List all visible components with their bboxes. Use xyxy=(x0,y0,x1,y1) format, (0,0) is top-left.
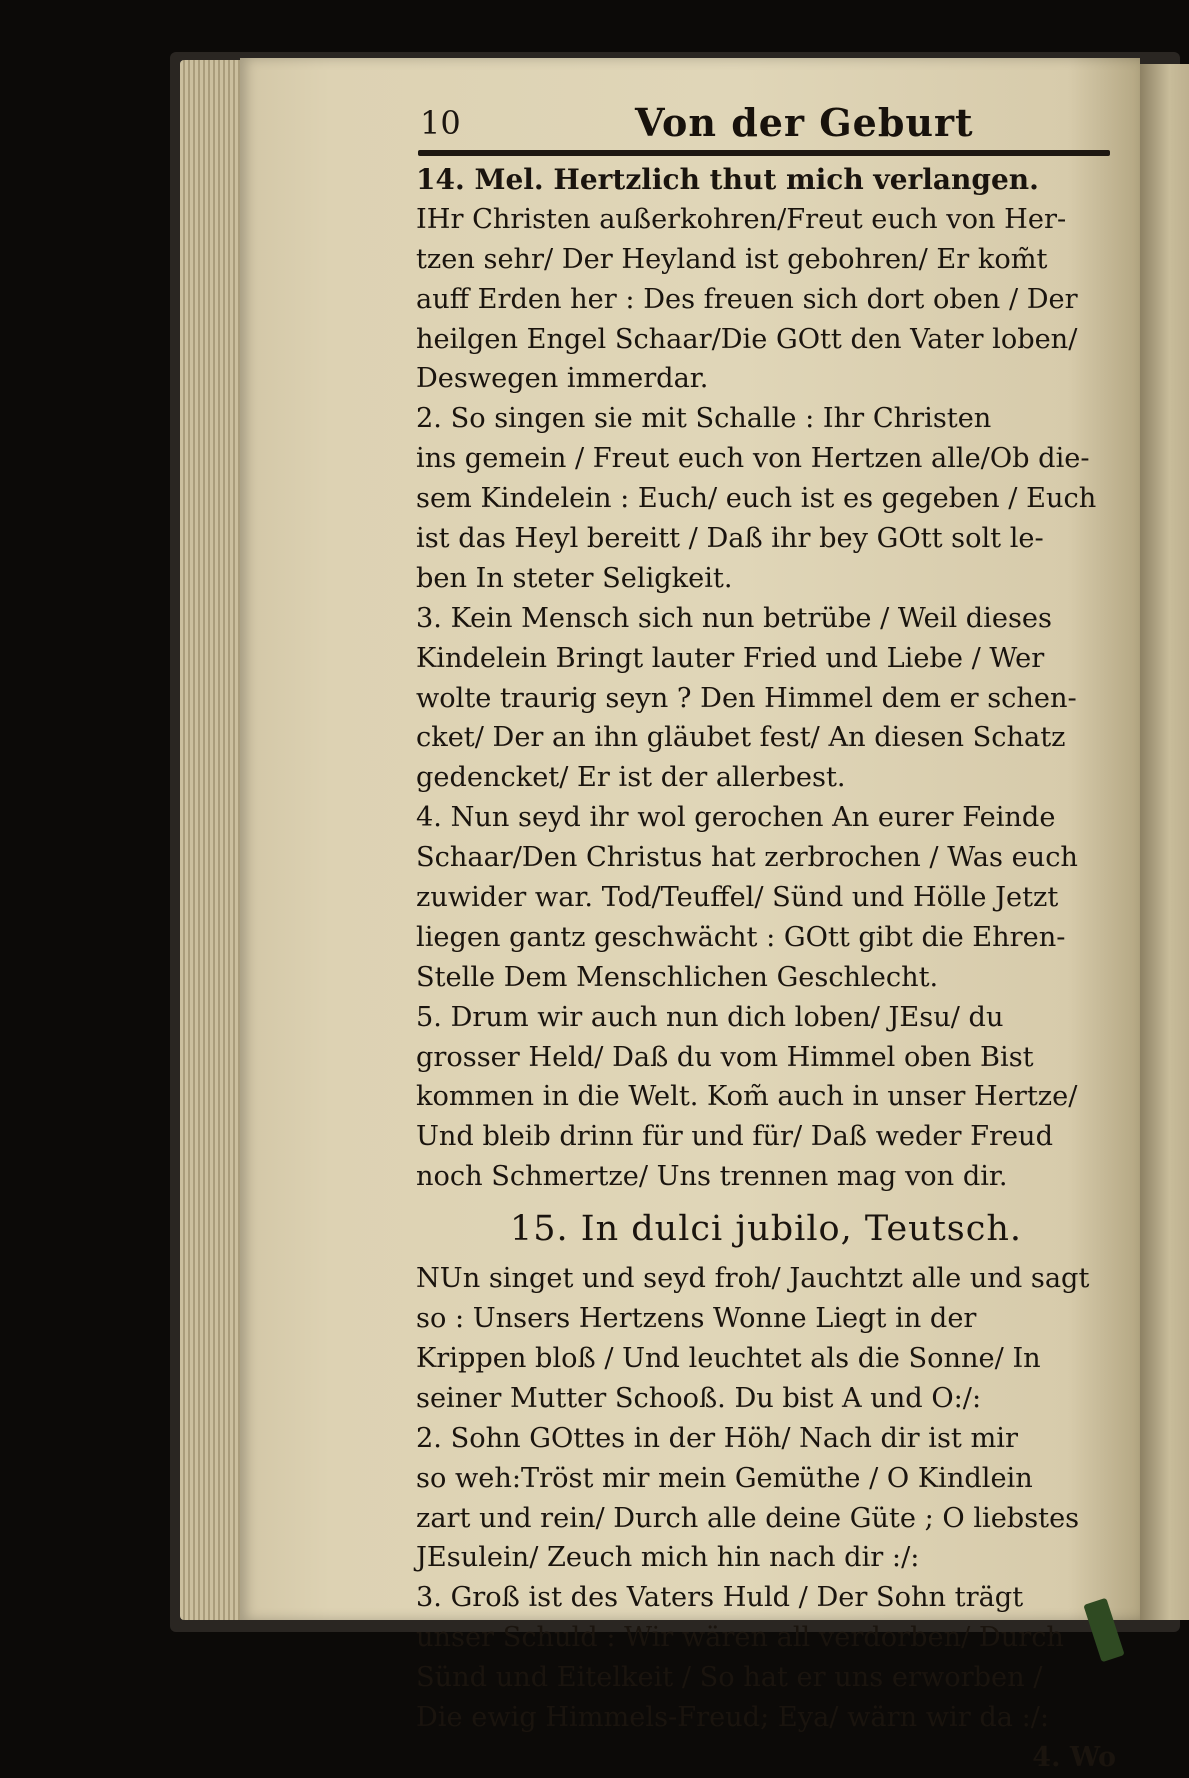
catchword: 4. Wo xyxy=(1032,1741,1116,1773)
page-text xyxy=(416,160,1116,1778)
text-line: so weh:Tröst mir mein Gemüthe / O Kindlein xyxy=(416,1462,1033,1494)
text-line: Schaar/Den Christus hat zerbrochen / Was euch xyxy=(416,842,1078,874)
header-rule xyxy=(418,150,1110,156)
text-line: 3. Kein Mensch sich nun betrübe / Weil dieses xyxy=(416,602,1052,634)
text-line: zuwider war. Tod/Teuffel/ Sünd und Hölle Jetzt xyxy=(416,882,1059,914)
text-line: heilgen Engel Schaar/Die GOtt den Vater loben/ xyxy=(416,323,1078,355)
text-line: kommen in die Welt. Kom̃ auch in unser Hertze/ xyxy=(416,1081,1078,1113)
text-line: tzen sehr/ Der Heyland ist gebohren/ Er kom̃t xyxy=(416,243,1048,275)
text-line: NUn singet und seyd froh/ Jauchtzt alle und sagt xyxy=(416,1263,1090,1295)
page-header xyxy=(420,100,1120,150)
text-line: sem Kindelein : Euch/ euch ist es gegeben / Euch xyxy=(416,483,1097,515)
hymn-14-body xyxy=(416,200,1116,1197)
text-line: cket/ Der an ihn gläubet fest/ An diesen Schatz xyxy=(416,722,1066,754)
facing-page-edge xyxy=(1140,64,1189,1620)
text-line: Deswegen immerdar. xyxy=(416,363,709,395)
text-line: zart und rein/ Durch alle deine Güte ; O liebstes xyxy=(416,1502,1080,1534)
hymn-15-title: 15. In dulci jubilo, Teutsch. xyxy=(509,1209,1023,1250)
text-line: Und bleib drinn für und für/ Daß weder Freud xyxy=(416,1121,1053,1153)
text-line: liegen gantz geschwächt : GOtt gibt die Ehren- xyxy=(416,921,1066,953)
text-line: Sünd und Eitelkeit / So hat er uns erworben / xyxy=(416,1662,1043,1694)
hymn-15-body xyxy=(416,1259,1116,1738)
text-line: wolte traurig seyn ? Den Himmel dem er schen- xyxy=(416,682,1077,714)
text-line: ins gemein / Freut euch von Hertzen alle/Ob die- xyxy=(416,443,1090,475)
running-head: Von der Geburt xyxy=(635,100,974,145)
text-line: 5. Drum wir auch nun dich loben/ JEsu/ du xyxy=(416,1001,1004,1033)
text-line: 2. So singen sie mit Schalle : Ihr Christen xyxy=(416,403,992,435)
text-line: 3. Groß ist des Vaters Huld / Der Sohn trägt xyxy=(416,1582,1024,1614)
text-line: seiner Mutter Schooß. Du bist A und O:/: xyxy=(416,1382,982,1414)
page-number: 10 xyxy=(420,104,461,142)
catchword-row xyxy=(416,1738,1116,1778)
text-line: noch Schmertze/ Uns trennen mag von dir. xyxy=(416,1161,1008,1193)
text-line: grosser Held/ Daß du vom Himmel oben Bist xyxy=(416,1041,1034,1073)
text-line: gedencket/ Er ist der allerbest. xyxy=(416,762,846,794)
text-line: Die ewig Himmels-Freud; Eya/ wärn wir da :/: xyxy=(416,1701,1050,1733)
text-line: Stelle Dem Menschlichen Geschlecht. xyxy=(416,961,939,993)
text-line: Kindelein Bringt lauter Fried und Liebe / Wer xyxy=(416,642,1045,674)
text-line: IHr Christen außerkohren/Freut euch von Her- xyxy=(416,203,1067,235)
text-line: auff Erden her : Des freuen sich dort oben / Der xyxy=(416,283,1078,315)
text-line: 4. Nun seyd ihr wol gerochen An eurer Feinde xyxy=(416,802,1056,834)
text-line: ben In steter Seligkeit. xyxy=(416,562,733,594)
text-line: Krippen bloß / Und leuchtet als die Sonne/ In xyxy=(416,1342,1041,1374)
text-line: so : Unsers Hertzens Wonne Liegt in der xyxy=(416,1303,977,1335)
text-line: unser Schuld : Wir wären all verdorben/ Durch xyxy=(416,1622,1064,1654)
hymn-14-title: 14. Mel. Hertzlich thut mich verlangen. xyxy=(416,163,1039,196)
text-line: JEsulein/ Zeuch mich hin nach dir :/: xyxy=(416,1542,920,1574)
text-line: ist das Heyl bereitt / Daß ihr bey GOtt solt le- xyxy=(416,523,1044,555)
text-line: 2. Sohn GOttes in der Höh/ Nach dir ist mir xyxy=(416,1422,1018,1454)
